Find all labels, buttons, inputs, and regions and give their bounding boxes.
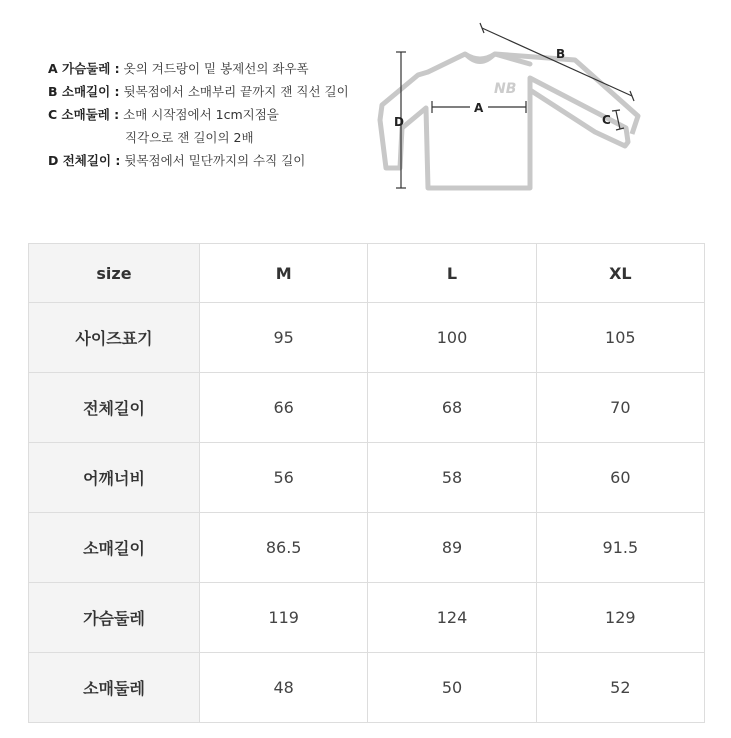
- table-cell: 70: [536, 373, 704, 443]
- table-cell: 124: [368, 583, 536, 653]
- legend-row-d: [48, 149, 349, 172]
- header-cell: L: [368, 244, 536, 303]
- size-chart-table: [28, 243, 705, 723]
- table-cell: 68: [368, 373, 536, 443]
- table-cell: 105: [536, 303, 704, 373]
- table-cell: 89: [368, 513, 536, 583]
- measurement-legend: [48, 57, 349, 172]
- row-label: 소매길이: [29, 513, 200, 583]
- header-cell: M: [200, 244, 368, 303]
- row-label: 사이즈표기: [29, 303, 200, 373]
- table-cell: 56: [200, 443, 368, 513]
- row-label: 소매둘레: [29, 652, 200, 722]
- legend-row-c: [48, 103, 349, 126]
- header-cell: size: [29, 244, 200, 303]
- legend-text: 소매 시작점에서 1cm지점을: [119, 107, 279, 122]
- table-cell: 58: [368, 443, 536, 513]
- table-cell: 119: [200, 583, 368, 653]
- label-b: B: [556, 47, 566, 61]
- table-cell: 129: [536, 583, 704, 653]
- label-a: A: [474, 101, 484, 115]
- table-row: [29, 303, 705, 373]
- table-row: [29, 373, 705, 443]
- table-cell: 48: [200, 652, 368, 722]
- row-label: 가슴둘레: [29, 583, 200, 653]
- table-row: [29, 583, 705, 653]
- legend-row-c-continued: [48, 126, 349, 149]
- table-cell: 95: [200, 303, 368, 373]
- legend-row-b: [48, 80, 349, 103]
- label-c: C: [602, 113, 611, 127]
- row-label: 전체길이: [29, 373, 200, 443]
- table-row: [29, 513, 705, 583]
- legend-key: C 소매둘레 :: [48, 107, 120, 122]
- row-label: 어깨너비: [29, 443, 200, 513]
- garment-measurement-diagram: [370, 20, 660, 200]
- legend-row-a: [48, 57, 349, 80]
- brand-logo-icon: NB: [494, 81, 517, 97]
- legend-text: 뒷목점에서 소매부리 끝까지 잰 직선 길이: [119, 84, 349, 99]
- legend-text: 옷의 겨드랑이 밑 봉제선의 좌우폭: [119, 61, 309, 76]
- legend-key: A 가슴둘레 :: [48, 61, 120, 76]
- table-cell: 60: [536, 443, 704, 513]
- table-cell: 86.5: [200, 513, 368, 583]
- table-cell: 100: [368, 303, 536, 373]
- table-cell: 66: [200, 373, 368, 443]
- table-cell: 52: [536, 652, 704, 722]
- legend-text: 직각으로 잰 길이의 2배: [125, 130, 254, 145]
- table-cell: 50: [368, 652, 536, 722]
- legend-key: D 전체길이 :: [48, 153, 121, 168]
- legend-key: B 소매길이 :: [48, 84, 120, 99]
- legend-text: 뒷목점에서 밑단까지의 수직 길이: [120, 153, 306, 168]
- table-header-row: [29, 244, 705, 303]
- header-cell: XL: [536, 244, 704, 303]
- table-row: [29, 652, 705, 722]
- table-row: [29, 443, 705, 513]
- table-cell: 91.5: [536, 513, 704, 583]
- label-d: D: [394, 115, 404, 129]
- shirt-outline: [380, 54, 638, 188]
